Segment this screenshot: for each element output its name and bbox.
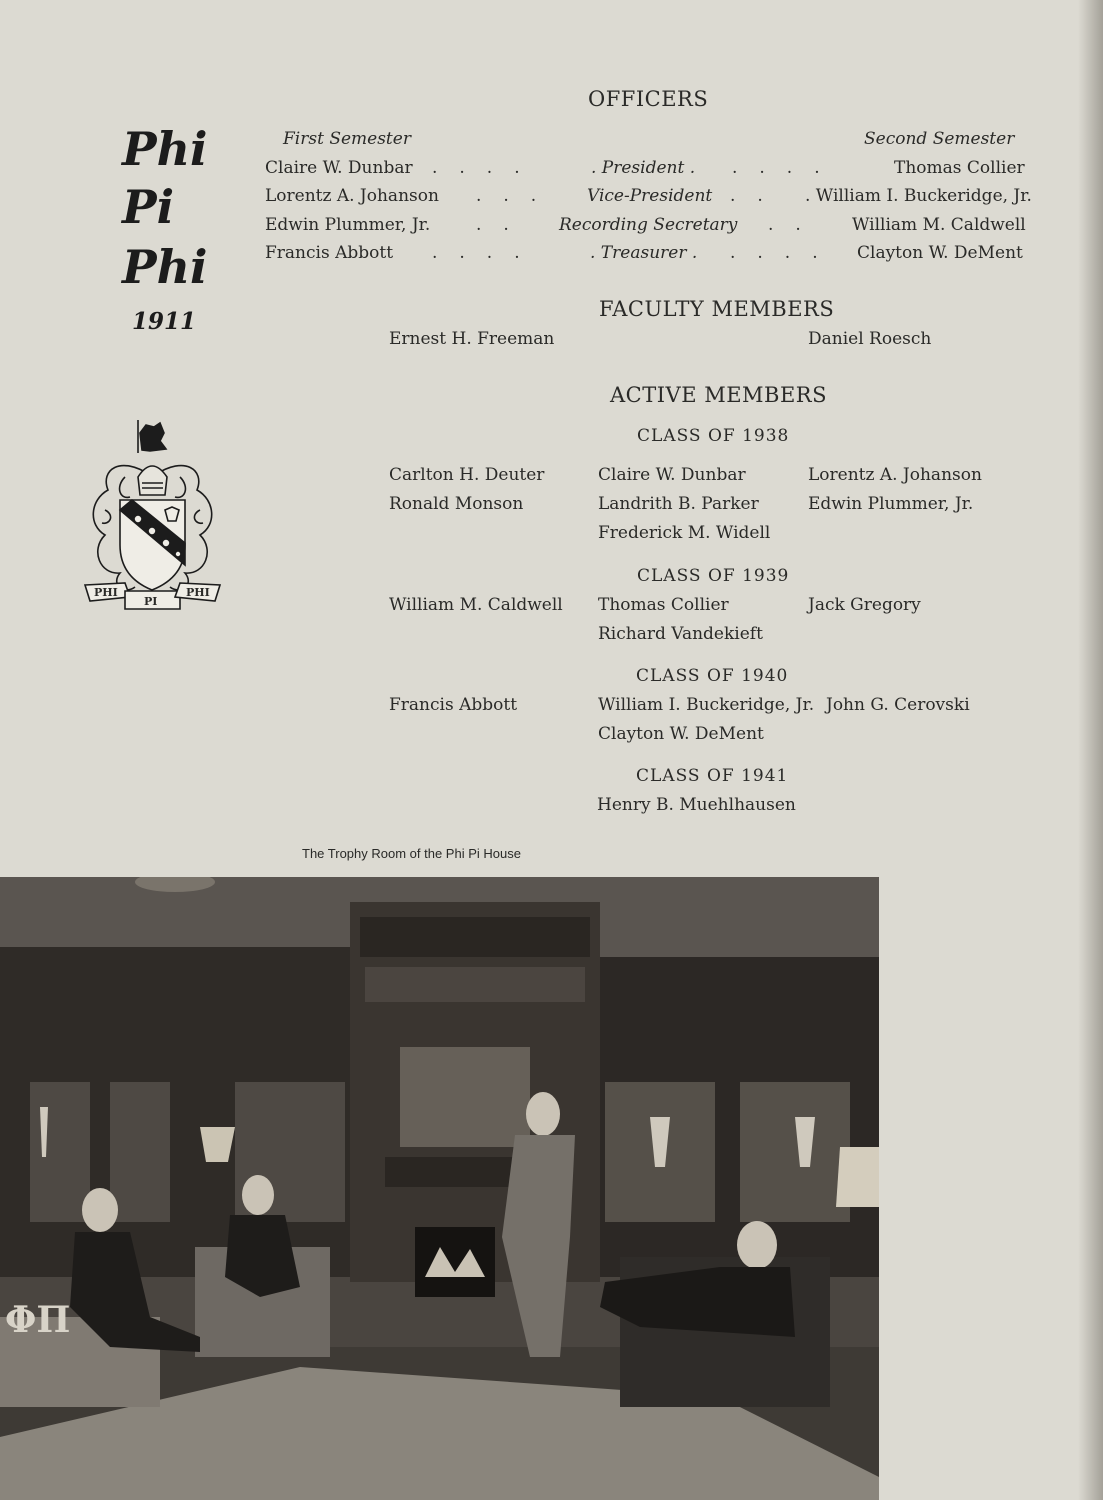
office-vice-president: Vice-President [587, 186, 713, 206]
trophy-room-photo [0, 877, 879, 1500]
office-recording-secretary: Recording Secretary [559, 215, 738, 235]
second-semester-label: Second Semester [864, 129, 1015, 149]
officers-heading: OFFICERS [588, 87, 709, 111]
class-1939-heading: CLASS OF 1939 [637, 566, 790, 586]
sidebar-title-pi: Pi [122, 180, 175, 234]
member-name: Frederick M. Widell [598, 523, 771, 543]
member-name: Thomas Collier [598, 595, 729, 615]
officer-dots: .... [730, 243, 840, 263]
member-name: William M. Caldwell [389, 595, 563, 615]
member-name: William I. Buckeridge, Jr. [598, 695, 815, 715]
officer-dots: .... [432, 243, 542, 263]
office-treasurer: . Treasurer . [590, 243, 698, 263]
class-1940-heading: CLASS OF 1940 [636, 666, 789, 686]
officer-dots: .... [432, 158, 542, 178]
photo-caption: The Trophy Room of the Phi Pi House [302, 846, 521, 861]
officer-first-president: Claire W. Dunbar [265, 158, 413, 178]
first-semester-label: First Semester [283, 129, 411, 149]
page-edge-shadow [1078, 0, 1103, 1500]
member-name: Jack Gregory [808, 595, 921, 615]
officer-first-recording-secretary: Edwin Plummer, Jr. [265, 215, 431, 235]
member-name: Richard Vandekieft [598, 624, 763, 644]
officer-dots: .. [476, 215, 531, 235]
officer-dots: .... [732, 158, 842, 178]
member-name: Carlton H. Deuter [389, 465, 545, 485]
class-1938-heading: CLASS OF 1938 [637, 426, 790, 446]
faculty-member: Daniel Roesch [808, 329, 932, 349]
officer-second-treasurer: Clayton W. DeMent [857, 243, 1023, 263]
crest-banner-left: PHI [94, 586, 118, 599]
member-name: Lorentz A. Johanson [808, 465, 982, 485]
coat-of-arms-crest [80, 415, 225, 615]
crest-banner-right: PHI [186, 586, 210, 599]
class-1941-heading: CLASS OF 1941 [636, 766, 789, 786]
member-name: John G. Cerovski [826, 695, 970, 715]
member-name: Landrith B. Parker [598, 494, 759, 514]
sidebar-title-phi-2: Phi [122, 240, 208, 294]
officer-dots: .. [768, 215, 823, 235]
faculty-member: Ernest H. Freeman [389, 329, 555, 349]
member-name: Clayton W. DeMent [598, 724, 764, 744]
officer-first-treasurer: Francis Abbott [265, 243, 394, 263]
member-name: Ronald Monson [389, 494, 524, 514]
officer-second-vice-president: . William I. Buckeridge, Jr. [805, 186, 1032, 206]
member-name: Henry B. Muehlhausen [597, 795, 796, 815]
member-name: Francis Abbott [389, 695, 518, 715]
active-members-heading: ACTIVE MEMBERS [610, 383, 827, 407]
officer-dots: ... [476, 186, 559, 206]
sidebar-title-phi-1: Phi [122, 122, 208, 176]
officer-second-president: Thomas Collier [894, 158, 1025, 178]
sidebar-year: 1911 [132, 308, 197, 335]
officer-first-vice-president: Lorentz A. Johanson [265, 186, 439, 206]
officer-dots: .. [730, 186, 785, 206]
faculty-heading: FACULTY MEMBERS [599, 297, 835, 321]
member-name: Claire W. Dunbar [598, 465, 746, 485]
member-name: Edwin Plummer, Jr. [808, 494, 974, 514]
officer-second-recording-secretary: William M. Caldwell [852, 215, 1026, 235]
office-president: . President . [591, 158, 696, 178]
sofa-monogram: ΦΠ [5, 1299, 71, 1341]
crest-banner-middle: PI [144, 595, 158, 608]
